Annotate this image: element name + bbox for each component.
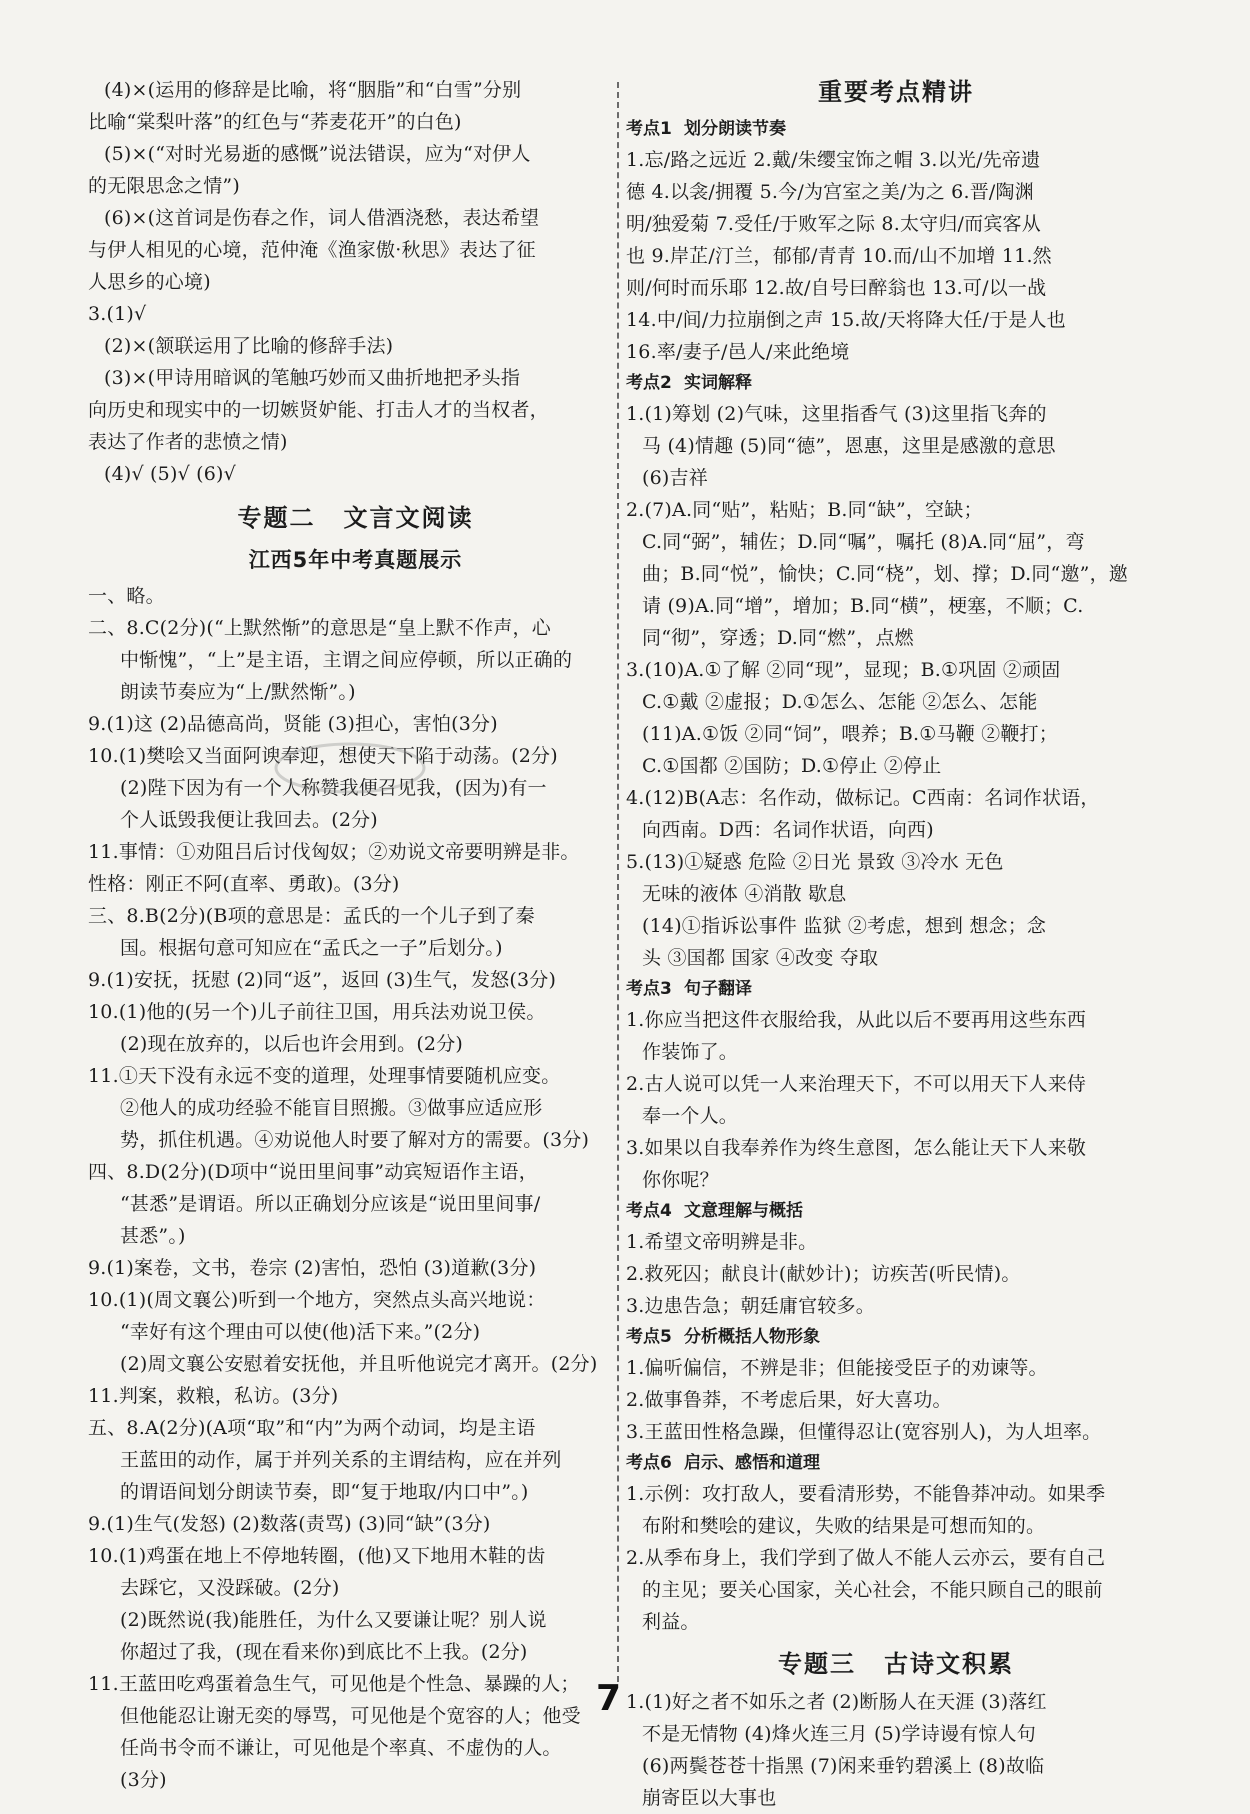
kaodian-2-line: (11)A.①饭 ②同“饲”，喂养；B.①马鞭 ②鞭打；	[642, 723, 1058, 745]
answer-line: 人思乡的心境)	[88, 271, 211, 293]
kaodian-5-line: 1.偏听偏信，不辨是非；但能接受臣子的劝谏等。	[626, 1357, 1048, 1379]
answer-line: 11.事情：①劝阻吕后讨伐匈奴；②劝说文帝要明辨是非。	[88, 841, 580, 863]
answer-line: 11.王蓝田吃鸡蛋着急生气，可见他是个性急、暴躁的人；	[88, 1673, 580, 1695]
answer-line: (2)现在放弃的，以后也许会用到。(2分)	[120, 1033, 464, 1055]
answer-line: (4)√ (5)√ (6)√	[104, 463, 236, 485]
kaodian-3-title: 句子翻译	[684, 979, 752, 999]
kaodian-2-line: 曲；B.同“悦”，愉快；C.同“桡”，划、撑；D.同“邀”，邀	[642, 563, 1128, 585]
section-title-3-label: 专题三	[778, 1650, 856, 1678]
kaodian-2-num: 考点2	[626, 373, 672, 393]
kaodian-6-line: 2.从季布身上，我们学到了做人不能人云亦云，要有自己	[626, 1547, 1106, 1569]
answer-line: 但他能忍让谢无奕的辱骂，可见他是个宽容的人；他受	[120, 1705, 581, 1727]
section-title-keypoints: 重要考点精讲	[818, 78, 974, 106]
kaodian-5-line: 2.做事鲁莽，不考虑后果，好大喜功。	[626, 1389, 952, 1411]
section-title-2-label: 专题二	[237, 504, 316, 532]
kaodian-2-line: 2.(7)A.同“贴”，粘贴；B.同“缺”，空缺；	[626, 499, 983, 521]
answer-line: 10.(1)(周文襄公)听到一个地方，突然点头高兴地说：	[88, 1289, 546, 1311]
answer-line: 10.(1)鸡蛋在地上不停地转圈，(他)又下地用木鞋的齿	[88, 1545, 546, 1567]
answer-line: 9.(1)这 (2)品德高尚，贤能 (3)担心，害怕(3分)	[88, 713, 498, 735]
answer-line: 性格：刚正不阿(直率、勇敢)。(3分)	[88, 873, 400, 895]
answer-line: 二、8.C(2分)(“上默然惭”的意思是“皇上默不作声，心	[88, 617, 551, 639]
kaodian-1-line: 14.中/间/力拉崩倒之声 15.故/天将降大任/于是人也	[626, 309, 1066, 331]
kaodian-3-num: 考点3	[626, 979, 672, 999]
kaodian-6-line: 1.示例：攻打敌人，要看清形势，不能鲁莽冲动。如果季	[626, 1483, 1106, 1505]
answer-line: 任尚书令而不谦让，可见他是个率真、不虚伪的人。	[120, 1737, 562, 1759]
answer-line: 的谓语间划分朗读节奏，即“复于地取/内口中”。)	[120, 1481, 529, 1503]
answer-line: 四、8.D(2分)(D项中“说田里间事”动宾短语作主语，	[88, 1161, 538, 1183]
kaodian-6-list	[626, 1478, 1166, 1638]
answer-line: 表达了作者的悲愤之情)	[88, 431, 288, 453]
kaodian-1-title: 划分朗读节奏	[684, 119, 786, 139]
kaodian-1-line: 则/何时而乐耶 12.故/自号曰醉翁也 13.可/以一战	[626, 277, 1047, 299]
kaodian-5-heading	[626, 1322, 1166, 1352]
answer-line: 向历史和现实中的一切嫉贤妒能、打击人才的当权者，	[88, 399, 549, 421]
kaodian-1-line: 16.率/妻子/邑人/来此绝境	[626, 341, 850, 363]
kaodian-5-title: 分析概括人物形象	[684, 1327, 820, 1347]
kaodian-5-list	[626, 1352, 1166, 1448]
answer-line: 国。根据句意可知应在“孟氏之一子”后划分。)	[120, 937, 503, 959]
answer-line: 三、8.B(2分)(B项的意思是：孟氏的一个儿子到了秦	[88, 905, 535, 927]
answer-line: (2)周文襄公安慰着安抚他，并且听他说完才离开。(2分)	[120, 1353, 598, 1375]
column-divider	[617, 82, 619, 1682]
answer-line: (2)既然说(我)能胜任，为什么又要谦让呢？别人说	[120, 1609, 547, 1631]
kaodian-2-line: (14)①指诉讼事件 监狱 ②考虑，想到 想念；念	[642, 915, 1047, 937]
kaodian-2-line: 5.(13)①疑惑 危险 ②日光 景致 ③冷水 无色	[626, 851, 1004, 873]
answer-line: 势，抓住机遇。④劝说他人时要了解对方的需要。(3分)	[120, 1129, 590, 1151]
answer-line: 9.(1)案卷，文书，卷宗 (2)害怕，恐怕 (3)道歉(3分)	[88, 1257, 537, 1279]
kaodian-2-line: 同“彻”，穿透；D.同“燃”，点燃	[642, 627, 914, 649]
kaodian-6-line: 的主见；要关心国家，关心社会，不能只顾自己的眼前	[642, 1579, 1103, 1601]
kaodian-2-line: 头 ③国都 国家 ④改变 夺取	[642, 947, 879, 969]
kaodian-3-line: 3.如果以自我奉养作为终生意图，怎么能让天下人来敬	[626, 1137, 1087, 1159]
section-3-line: (6)两鬓苍苍十指黑 (7)闲来垂钓碧溪上 (8)故临	[642, 1755, 1045, 1777]
kaodian-1-line: 也 9.岸芷/汀兰，郁郁/青青 10.而/山不加增 11.然	[626, 245, 1052, 267]
kaodian-2-line: (6)吉祥	[642, 467, 708, 489]
answer-line: “幸好有这个理由可以使(他)活下来。”(2分)	[120, 1321, 481, 1343]
answer-line: 9.(1)安抚，抚慰 (2)同“返”，返回 (3)生气，发怒(3分)	[88, 969, 557, 991]
answer-line: 五、8.A(2分)(A项“取”和“内”为两个动词，均是主语	[88, 1417, 536, 1439]
answer-line: 10.(1)樊哙又当面阿谀奉迎，想使天下陷于动荡。(2分)	[88, 745, 558, 767]
section-title-2-text: 文言文阅读	[343, 504, 474, 532]
kaodian-6-heading	[626, 1448, 1166, 1478]
answer-line: 11.判案，救粮，私访。(3分)	[88, 1385, 339, 1407]
answer-line: ②他人的成功经验不能盲目照搬。③做事应适应形	[120, 1097, 543, 1119]
answer-line: 你超过了我，(现在看来你)到底比不上我。(2分)	[120, 1641, 528, 1663]
answer-line: (3分)	[120, 1769, 167, 1791]
answer-line: 个人诋毁我便让我回去。(2分)	[120, 809, 378, 831]
kaodian-4-heading	[626, 1196, 1166, 1226]
kaodian-2-heading	[626, 368, 1166, 398]
left-top-answers	[88, 74, 623, 490]
kaodian-2-list	[626, 398, 1166, 974]
answer-line: 9.(1)生气(发怒) (2)数落(责骂) (3)同“缺”(3分)	[88, 1513, 491, 1535]
kaodian-6-line: 利益。	[642, 1611, 700, 1633]
exam-subtitle: 江西5年中考真题展示	[248, 548, 463, 572]
kaodian-6-title: 启示、感悟和道理	[684, 1453, 820, 1473]
right-column	[626, 74, 1166, 1814]
kaodian-3-line: 2.古人说可以凭一人来治理天下，不可以用天下人来侍	[626, 1073, 1087, 1095]
kaodian-2-line: 无味的液体 ④消散 歇息	[642, 883, 847, 905]
kaodian-5-line: 3.王蓝田性格急躁，但懂得忍让(宽容别人)，为人坦率。	[626, 1421, 1102, 1443]
section-3-line: 1.(1)好之者不如乐之者 (2)断肠人在天涯 (3)落红	[626, 1691, 1047, 1713]
section-3-answers	[626, 1686, 1166, 1814]
kaodian-2-line: C.①国都 ②国防；D.①停止 ②停止	[642, 755, 942, 777]
kaodian-4-line: 3.边患告急；朝廷庸官较多。	[626, 1295, 875, 1317]
answer-line: (6)×(这首词是伤春之作，词人借酒浇愁，表达希望	[104, 207, 540, 229]
answer-line: (2)×(颔联运用了比喻的修辞手法)	[104, 335, 394, 357]
answer-line: 王蓝田的动作，属于并列关系的主谓结构，应在并列	[120, 1449, 562, 1471]
kaodian-4-list	[626, 1226, 1166, 1322]
section-3-line: 不是无情物 (4)烽火连三月 (5)学诗谩有惊人句	[642, 1723, 1036, 1745]
kaodian-1-heading	[626, 114, 1166, 144]
kaodian-4-title: 文意理解与概括	[684, 1201, 803, 1221]
kaodian-3-line: 奉一个人。	[642, 1105, 739, 1127]
kaodian-2-line: 3.(10)A.①了解 ②同“现”，显现；B.①巩固 ②顽固	[626, 659, 1061, 681]
kaodian-1-line: 1.忘/路之远近 2.戴/朱缨宝饰之帽 3.以光/先帝遗	[626, 149, 1041, 171]
answer-line: 比喻“棠梨叶落”的红色与“荞麦花开”的白色)	[88, 111, 462, 133]
answer-line: 与伊人相见的心境，范仲淹《渔家傲·秋思》表达了征	[88, 239, 536, 261]
kaodian-1-num: 考点1	[626, 119, 672, 139]
section-title-2	[88, 496, 623, 540]
answer-line: 朗读节奏应为“上/默然惭”。)	[120, 681, 356, 703]
kaodian-4-line: 2.救死囚；献良计(献妙计)；访疾苦(听民情)。	[626, 1263, 1021, 1285]
kaodian-2-title: 实词解释	[684, 373, 752, 393]
answer-line: 11.①天下没有永远不变的道理，处理事情要随机应变。	[88, 1065, 561, 1087]
kaodian-4-num: 考点4	[626, 1201, 672, 1221]
kaodian-6-line: 布附和樊哙的建议，失败的结果是可想而知的。	[642, 1515, 1046, 1537]
answer-line: 3.(1)√	[88, 303, 147, 325]
answer-line: “甚悉”是谓语。所以正确划分应该是“说田里间事/	[120, 1193, 541, 1215]
kaodian-1-list	[626, 144, 1166, 368]
answer-line: (2)陛下因为有一个人称赞我便召见我，(因为)有一	[120, 777, 547, 799]
answer-line: 去踩它，又没踩破。(2分)	[120, 1577, 340, 1599]
answer-line: 中惭愧”，“上”是主语，主谓之间应停顿，所以正确的	[120, 649, 573, 671]
kaodian-2-line: 向西南。D西：名词作状语，向西)	[642, 819, 934, 841]
section-title-3	[626, 1642, 1166, 1686]
page-number: 7	[596, 1678, 622, 1719]
answer-line: 的无限思念之情”)	[88, 175, 240, 197]
kaodian-3-line: 1.你应当把这件衣服给我，从此以后不要再用这些东西	[626, 1009, 1087, 1031]
kaodian-5-num: 考点5	[626, 1327, 672, 1347]
section-3-line: 崩寄臣以大事也	[642, 1787, 777, 1809]
kaodian-2-line: C.①戴 ②虚报；D.①怎么、怎能 ②怎么、怎能	[642, 691, 1038, 713]
kaodian-2-line: 马 (4)情趣 (5)同“德”，恩惠，这里是感激的意思	[642, 435, 1056, 457]
section-title-3-text: 古诗文积累	[884, 1650, 1014, 1678]
kaodian-3-line: 作装饰了。	[642, 1041, 739, 1063]
answer-line: (3)×(甲诗用暗讽的笔触巧妙而又曲折地把矛头指	[104, 367, 521, 389]
kaodian-3-heading	[626, 974, 1166, 1004]
kaodian-2-line: C.同“弼”，辅佐；D.同“嘱”，嘱托 (8)A.同“屈”，弯	[642, 531, 1085, 553]
kaodian-3-line: 你你呢？	[642, 1169, 719, 1191]
answer-line: 甚悉”。)	[120, 1225, 186, 1247]
kaodian-3-list	[626, 1004, 1166, 1196]
answer-line: 一、略。	[88, 585, 165, 607]
kaodian-2-line: 4.(12)B(A志：名作动，做标记。C西南：名词作状语，	[626, 787, 1100, 809]
left-column	[88, 74, 623, 1796]
kaodian-2-line: 请 (9)A.同“增”，增加；B.同“横”，梗塞，不顺；C.	[642, 595, 1084, 617]
kaodian-4-line: 1.希望文帝明辨是非。	[626, 1231, 818, 1253]
answer-line: (4)×(运用的修辞是比喻，将“胭脂”和“白雪”分别	[104, 79, 522, 101]
answer-line: 10.(1)他的(另一个)儿子前往卫国，用兵法劝说卫侯。	[88, 1001, 546, 1023]
faded-stamp-mark	[270, 738, 430, 798]
kaodian-1-line: 德 4.以衾/拥覆 5.今/为宫室之美/为之 6.晋/陶渊	[626, 181, 1034, 203]
kaodian-6-num: 考点6	[626, 1453, 672, 1473]
kaodian-2-line: 1.(1)筹划 (2)气味，这里指香气 (3)这里指飞奔的	[626, 403, 1047, 425]
kaodian-1-line: 明/独爱菊 7.受任/于败军之际 8.太守归/而宾客从	[626, 213, 1041, 235]
answer-line: (5)×(“对时光易逝的感慨”说法错误，应为“对伊人	[104, 143, 531, 165]
